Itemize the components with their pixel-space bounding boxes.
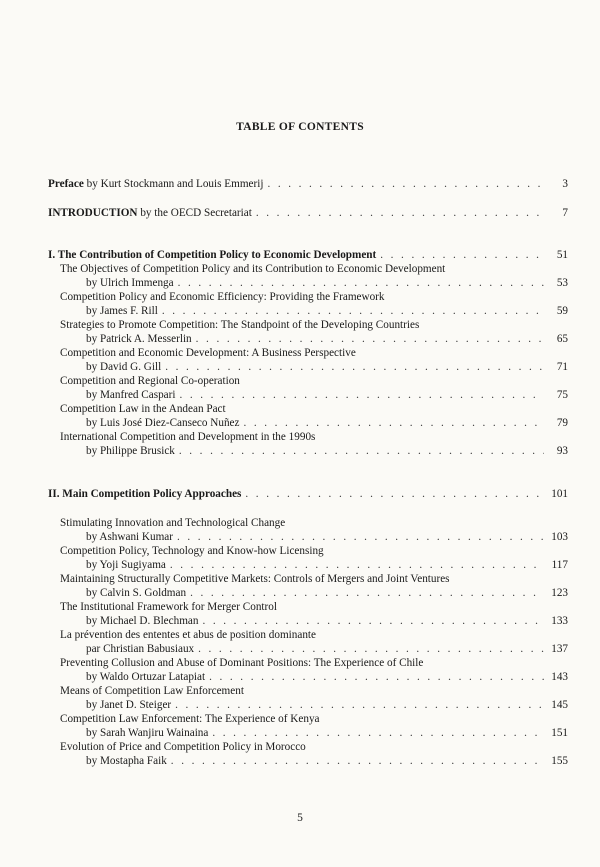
chapter-author: by Sarah Wanjiru Wainaina (86, 727, 209, 739)
chapter-author: by Michael D. Blechman (86, 615, 199, 627)
chapter-author: by Philippe Brusick (86, 445, 175, 457)
leader-dots (179, 388, 544, 402)
page-number: 93 (556, 445, 568, 457)
chapter-title: Competition Law in the Andean Pact (60, 403, 226, 415)
toc-section-2[interactable] (48, 487, 568, 501)
chapter-author: by Manfred Caspari (86, 389, 176, 401)
page-number: 101 (551, 488, 568, 500)
page-number: 155 (551, 755, 568, 767)
toc-entry-introduction[interactable] (48, 206, 568, 220)
page-number: 151 (551, 727, 568, 739)
chapter-author: by Patrick A. Messerlin (86, 333, 192, 345)
toc-entry[interactable] (86, 444, 568, 458)
chapter-author: by Mostapha Faik (86, 755, 167, 767)
page-number: 143 (551, 671, 568, 683)
page-folio: 5 (297, 812, 303, 824)
page-number: 65 (556, 333, 568, 345)
leader-dots (165, 360, 544, 374)
toc-entry[interactable] (86, 642, 568, 656)
page-number: 137 (551, 643, 568, 655)
leader-dots (198, 642, 544, 656)
toc-entry[interactable] (86, 726, 568, 740)
leader-dots (267, 177, 544, 191)
toc-section-1[interactable] (48, 248, 568, 262)
chapter-title: Competition Policy and Economic Efficiency: Providing the Framework (60, 291, 385, 303)
toc-entry[interactable] (86, 360, 568, 374)
section-heading: I. The Contribution of Competition Policy to Economic Development (48, 249, 377, 261)
leader-dots (245, 487, 544, 501)
chapter-author: by Yoji Sugiyama (86, 559, 166, 571)
chapter-title: Competition and Economic Development: A Business Perspective (60, 347, 356, 359)
toc-entry[interactable] (86, 670, 568, 684)
chapter-author: by Ulrich Immenga (86, 277, 174, 289)
chapter-author: by Ashwani Kumar (86, 531, 174, 543)
toc-entry[interactable] (86, 276, 568, 290)
leader-dots (243, 416, 544, 430)
page-number: 79 (556, 417, 568, 429)
leader-dots (170, 558, 544, 572)
toc-entry[interactable] (86, 388, 568, 402)
chapter-title: Means of Competition Law Enforcement (60, 685, 244, 697)
entry-text: by the OECD Secretariat (137, 207, 252, 219)
chapter-title: La prévention des ententes et abus de position dominante (60, 629, 317, 641)
section-heading: II. Main Competition Policy Approaches (48, 488, 242, 500)
leader-dots (256, 206, 544, 220)
leader-dots (212, 726, 544, 740)
page-number: 123 (551, 587, 568, 599)
toc-entry[interactable] (86, 614, 568, 628)
chapter-title: The Objectives of Competition Policy and its Contribution to Economic Development (60, 263, 446, 275)
chapter-title: Evolution of Price and Competition Policy in Morocco (60, 741, 306, 753)
page-number: 117 (551, 559, 568, 571)
page-number: 103 (551, 531, 568, 543)
toc-entry-preface[interactable] (48, 177, 568, 191)
toc-entry[interactable] (86, 698, 568, 712)
page-number: 71 (556, 361, 568, 373)
chapter-author: by Luis José Diez-Canseco Nuñez (86, 417, 240, 429)
chapter-title: Competition and Regional Co-operation (60, 375, 240, 387)
entry-bold: INTRODUCTION (48, 207, 138, 219)
chapter-author: by David G. Gill (86, 361, 162, 373)
leader-dots (162, 304, 544, 318)
page-title: TABLE OF CONTENTS (236, 121, 364, 133)
chapter-author: par Christian Babusiaux (86, 643, 195, 655)
chapter-title: Maintaining Structurally Competitive Markets: Controls of Mergers and Joint Ventures (60, 573, 450, 585)
chapter-author: by Calvin S. Goldman (86, 587, 187, 599)
toc-entry[interactable] (86, 332, 568, 346)
toc-entry[interactable] (86, 530, 568, 544)
toc-entry[interactable] (86, 416, 568, 430)
chapter-title: Competition Law Enforcement: The Experience of Kenya (60, 713, 320, 725)
toc-entry[interactable] (86, 586, 568, 600)
chapter-title: International Competition and Development in the 1990s (60, 431, 316, 443)
chapter-title: Preventing Collusion and Abuse of Dominant Positions: The Experience of Chile (60, 657, 424, 669)
leader-dots (171, 754, 544, 768)
leader-dots (202, 614, 544, 628)
toc-entry[interactable] (86, 754, 568, 768)
toc-entry[interactable] (86, 304, 568, 318)
leader-dots (380, 248, 544, 262)
page-number: 59 (556, 305, 568, 317)
chapter-title: Stimulating Innovation and Technological Change (60, 517, 286, 529)
chapter-author: by Janet D. Steiger (86, 699, 172, 711)
leader-dots (175, 698, 544, 712)
page-number: 3 (562, 178, 568, 190)
page-number: 133 (551, 615, 568, 627)
leader-dots (196, 332, 544, 346)
page-number: 75 (556, 389, 568, 401)
leader-dots (177, 530, 544, 544)
page-number: 7 (562, 207, 568, 219)
chapter-author: by Waldo Ortuzar Latapiat (86, 671, 206, 683)
chapter-author: by James F. Rill (86, 305, 158, 317)
leader-dots (209, 670, 544, 684)
leader-dots (179, 444, 544, 458)
leader-dots (190, 586, 544, 600)
page-number: 51 (556, 249, 568, 261)
page-number: 53 (556, 277, 568, 289)
chapter-title: The Institutional Framework for Merger Control (60, 601, 277, 613)
toc-entry[interactable] (86, 558, 568, 572)
page-number: 145 (551, 699, 568, 711)
chapter-title: Strategies to Promote Competition: The Standpoint of the Developing Countries (60, 319, 420, 331)
entry-bold: Preface (48, 178, 84, 190)
leader-dots (178, 276, 544, 290)
entry-text: by Kurt Stockmann and Louis Emmerij (83, 178, 264, 190)
chapter-title: Competition Policy, Technology and Know-how Licensing (60, 545, 324, 557)
